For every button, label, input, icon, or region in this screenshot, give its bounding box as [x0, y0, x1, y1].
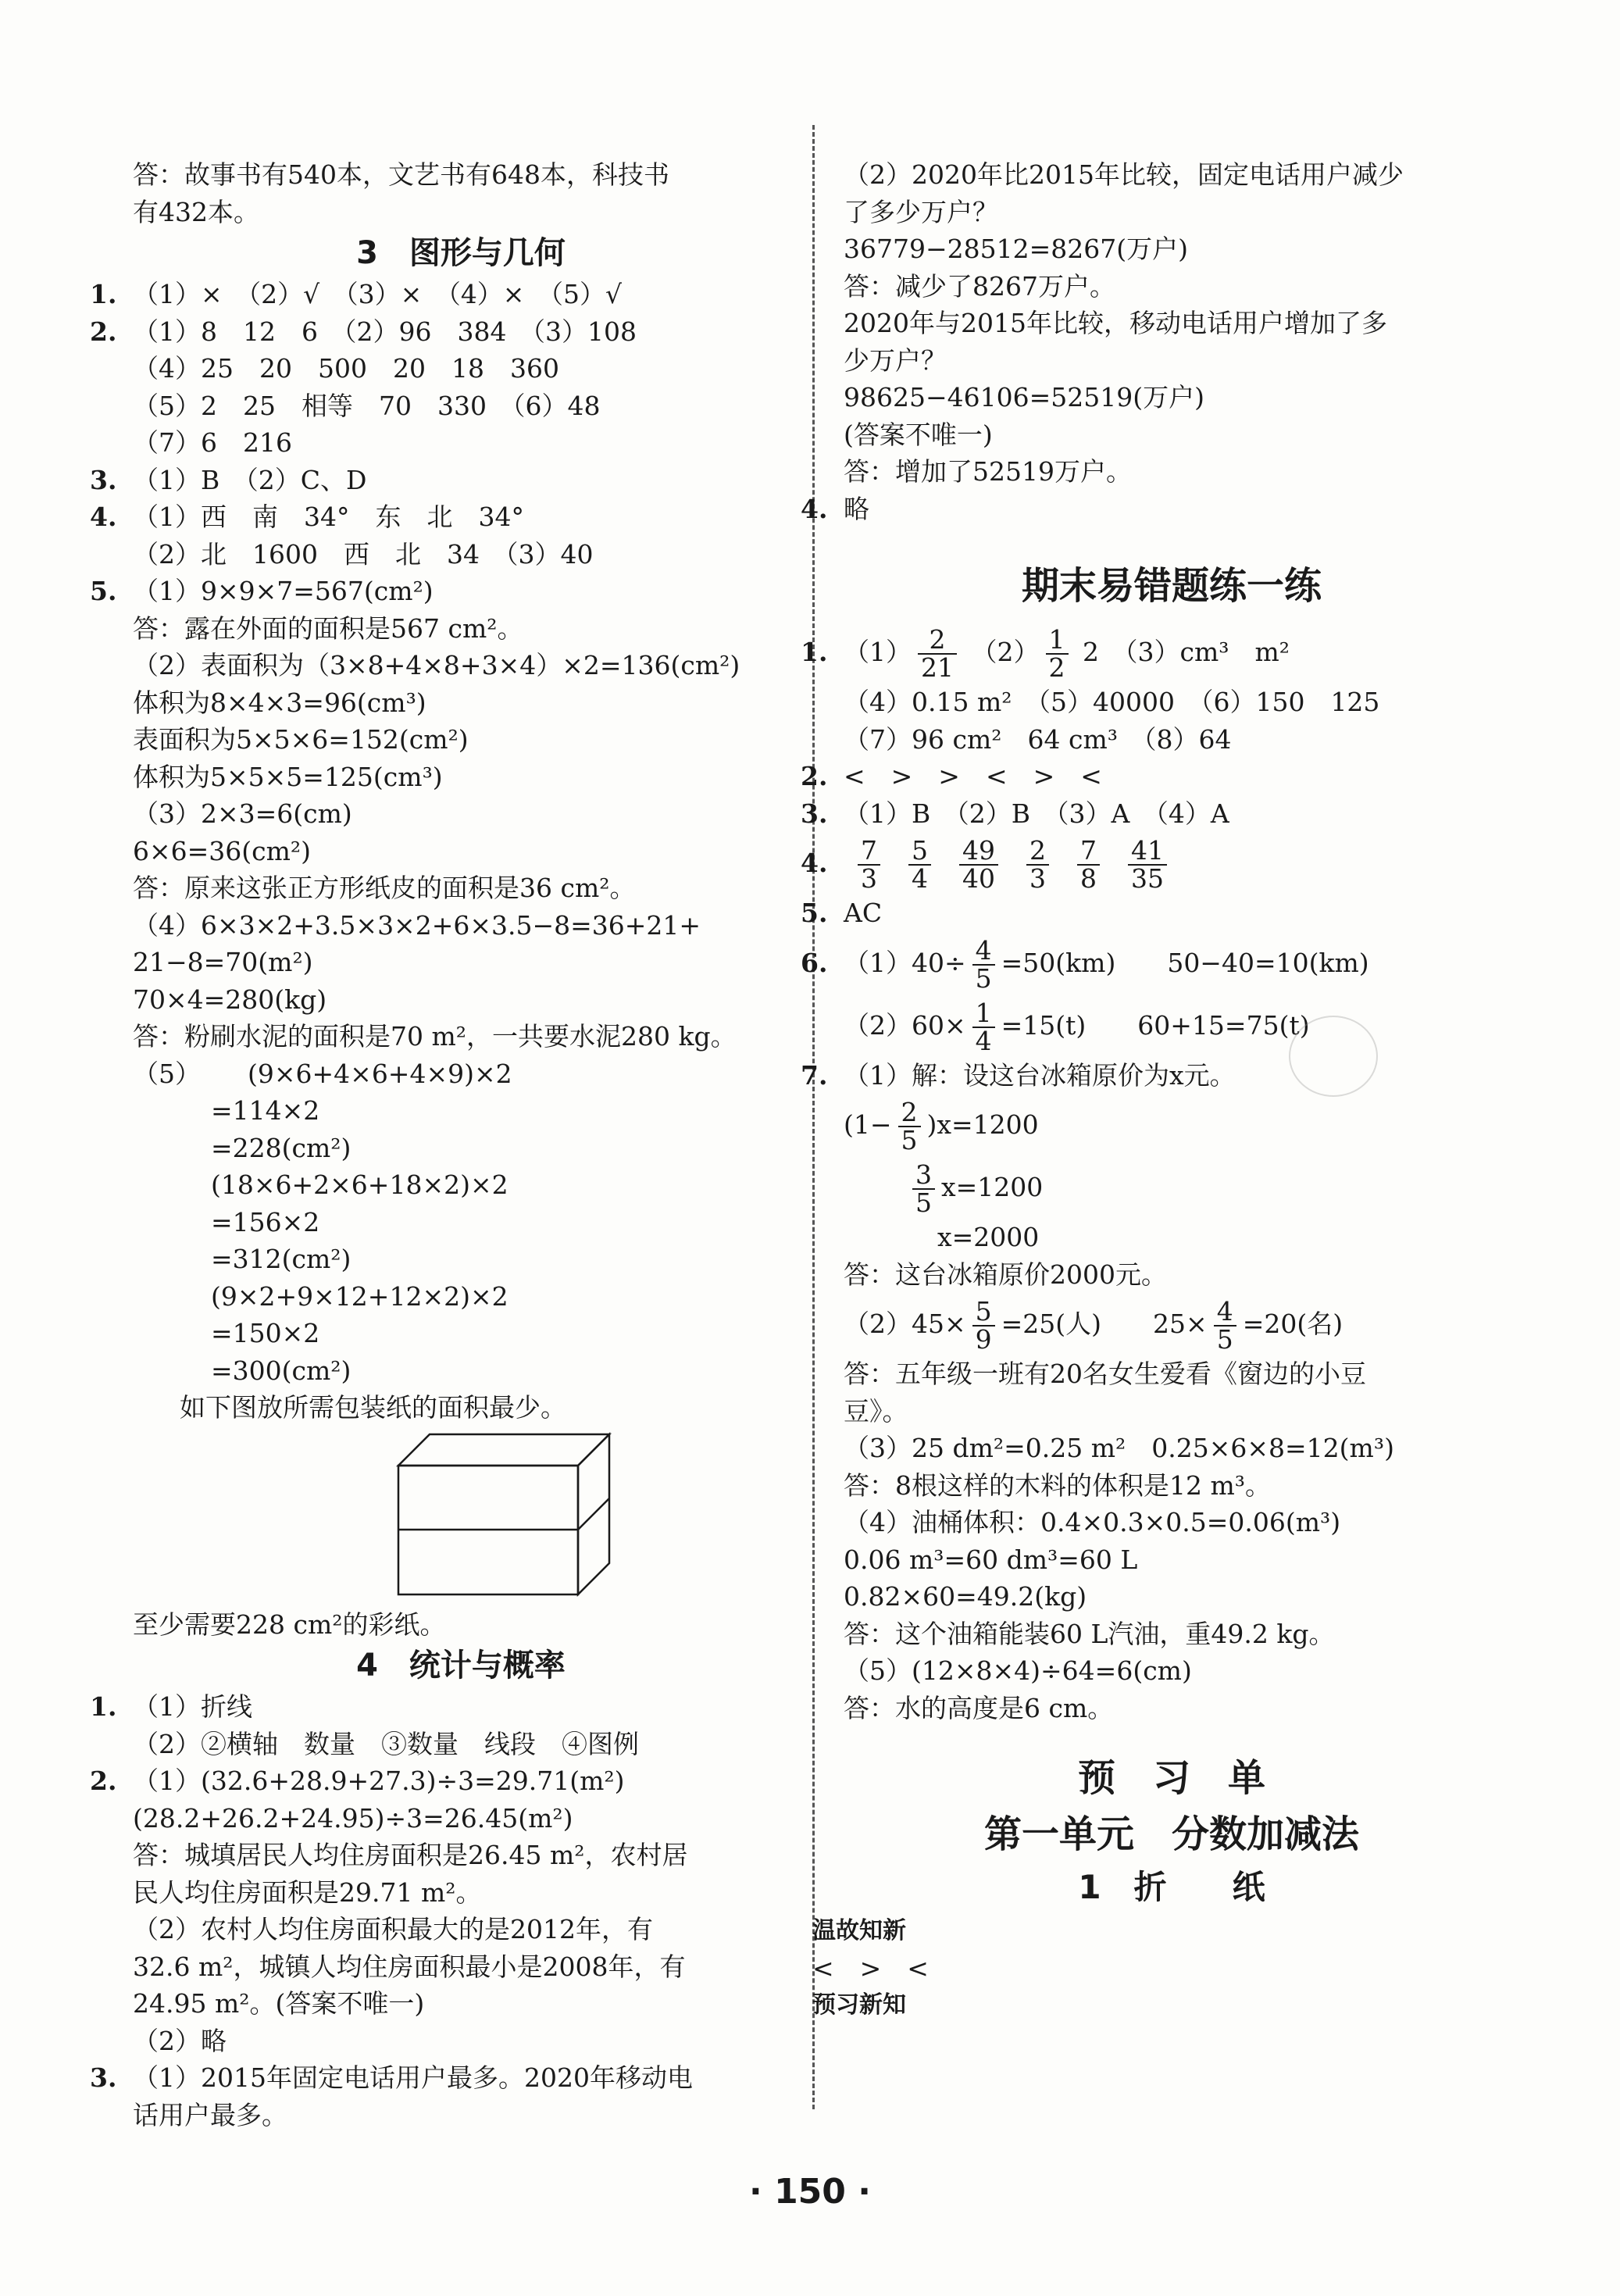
answer-text: < > > < > <	[844, 761, 1102, 791]
answer-text: (9×2+9×12+12×2)×2	[211, 1280, 508, 1312]
answer-text: (答案不唯一)	[844, 419, 993, 450]
answer-text: 答：8根这样的木料的体积是12 m³。	[844, 1469, 1271, 1501]
answer-text: =150×2	[211, 1318, 320, 1348]
answer-text: 21−8=70(m²)	[133, 947, 313, 977]
answer-text: 32.6 m²，城镇人均住房面积最小是2008年，有	[133, 1951, 686, 1982]
answer-text: =114×2	[211, 1095, 320, 1126]
question-number: 5.	[801, 898, 828, 928]
answer-text: （1）西 南 34° 东 北 34°	[133, 502, 524, 532]
answer-text: 体积为5×5×5=125(cm³)	[133, 761, 443, 792]
answer-text: 答：减少了8267万户。	[844, 270, 1115, 302]
fraction	[972, 934, 995, 994]
question-number: 5.	[90, 576, 117, 606]
question-number: 3.	[801, 798, 828, 829]
question-number: 3.	[90, 464, 117, 495]
denominator: 3	[1029, 863, 1046, 894]
preview-label: 预习新知	[812, 1991, 906, 2019]
fraction	[959, 837, 998, 892]
stacked-box-figure	[391, 1427, 789, 1606]
answer-text: 2 （3）cm³ m²	[1083, 637, 1290, 667]
numerator: 5	[908, 837, 931, 866]
answer-text: =156×2	[211, 1206, 320, 1237]
section-title-statistics: 4 统计与概率	[356, 1648, 566, 1684]
answer-text: （4）25 20 500 20 18 360	[133, 353, 559, 384]
answer-text: =20(名)	[1242, 1309, 1343, 1339]
answer-text: （1）2015年固定电话用户最多。2020年移动电	[133, 2062, 693, 2093]
answer-text: 答：城填居民人均住房面积是26.45 m²，农村居	[133, 1840, 688, 1870]
answer-text: 少万户？	[844, 345, 947, 376]
answer-text: 表面积为5×5×6=152(cm²)	[133, 724, 469, 755]
fraction	[1214, 1298, 1236, 1353]
denominator: 3	[861, 863, 877, 894]
fraction	[898, 1099, 921, 1154]
answer-text: （1）B （2）B （3）A （4）A	[844, 798, 1229, 829]
answer-text: x=1200	[941, 1172, 1044, 1202]
fraction	[972, 1298, 995, 1353]
fraction	[972, 997, 995, 1056]
answer-text: （7）96 cm² 64 cm³ （8）64	[844, 723, 1232, 755]
answer-text: （5）2 25 相等 70 330 （6）48	[133, 390, 601, 421]
numerator: 4	[972, 937, 995, 966]
numerator: 41	[1128, 837, 1167, 866]
section-title-final-review: 期末易错题练一练	[1021, 564, 1322, 608]
answer-text: (1−	[844, 1109, 892, 1140]
numerator: 4	[1214, 1298, 1236, 1327]
answer-text: （1）折线	[133, 1691, 252, 1722]
answer-text: （2）②横轴 数量 ③数量 线段 ④图例	[133, 1728, 639, 1759]
answer-text: 体积为8×4×3=96(cm³)	[133, 687, 426, 718]
answer-text: （2）45×	[844, 1309, 966, 1339]
question-number: 2.	[90, 316, 117, 347]
answer-text: 答：露在外面的面积是567 cm²。	[133, 612, 523, 644]
denominator: 2	[1048, 652, 1065, 683]
answer-text: （2）表面积为（3×8+4×8+3×4）×2=136(cm²)	[133, 650, 740, 680]
answer-text: （4）0.15 m² （5）40000 （6）150 125	[844, 687, 1380, 717]
answer-text: 2020年与2015年比较，移动电话用户增加了多	[844, 308, 1387, 338]
answer-text: 36779−28512=8267(万户)	[844, 234, 1188, 264]
answer-text: （1）(32.6+28.9+27.3)÷3=29.71(m²)	[133, 1766, 625, 1796]
answer-text: （1）9×9×7=567(cm²)	[133, 576, 434, 606]
review-label: 温故知新	[812, 1917, 906, 1944]
question-number: 2.	[90, 1766, 117, 1796]
denominator: 40	[962, 863, 995, 894]
answer-text: （5）(12×8×4)÷64=6(cm)	[844, 1655, 1192, 1686]
answer-text: （2）2020年比2015年比较，固定电话用户减少	[844, 159, 1404, 190]
answer-text: )x=1200	[926, 1109, 1039, 1140]
page-number: · 150 ·	[749, 2172, 871, 2212]
fraction	[908, 837, 931, 892]
answer-text: 答：这个油箱能装60 L汽油，重49.2 kg。	[844, 1618, 1335, 1649]
answer-text: 答：五年级一班有20名女生爱看《窗边的小豆	[844, 1359, 1366, 1389]
answer-text: 略	[844, 493, 869, 524]
fraction	[1077, 837, 1100, 892]
right-column	[801, 156, 1500, 2024]
numerator: 49	[959, 837, 998, 866]
answer-text: x=2000	[937, 1222, 1040, 1252]
answer-text: (9×6+4×6+4×9)×2	[248, 1058, 512, 1089]
question-number: 3.	[90, 2062, 117, 2093]
numerator: 2	[898, 1099, 921, 1127]
answer-text: AC	[844, 898, 883, 928]
fraction	[1026, 837, 1049, 892]
answer-text: （7）6 216	[133, 427, 292, 458]
preview-title: 预 习 单	[1077, 1756, 1265, 1800]
answer-text: 6×6=36(cm²)	[133, 835, 312, 866]
denominator: 21	[921, 652, 954, 683]
sub-label: （1）	[844, 637, 912, 667]
answer-text: 0.06 m³=60 dm³=60 L	[844, 1544, 1138, 1575]
fraction	[1128, 837, 1167, 892]
answer-text: （1）8 12 6 （2）96 384 （3）108	[133, 316, 637, 347]
answer-text: 了多少万户？	[844, 196, 998, 227]
answer-text: 话用户最多。	[133, 2099, 287, 2130]
answer-text: （3）25 dm²=0.25 m² 0.25×6×8=12(m³)	[844, 1433, 1394, 1463]
answer-text: =25(人) 25×	[1001, 1309, 1208, 1339]
answer-text: 答：原来这张正方形纸皮的面积是36 cm²。	[133, 873, 636, 903]
question-number: 7.	[801, 1059, 828, 1091]
lesson-title: 1 折 纸	[1078, 1868, 1265, 1906]
denominator: 5	[901, 1125, 918, 1155]
stamp-mark	[1289, 1016, 1378, 1097]
answer-text: =228(cm²)	[211, 1132, 351, 1163]
denominator: 35	[1131, 863, 1164, 894]
question-number: 2.	[801, 761, 828, 791]
sub-label: （2）	[971, 637, 1040, 667]
question-number: 6.	[801, 947, 828, 978]
answer-text: (18×6+2×6+18×2)×2	[211, 1169, 508, 1200]
answer-text: （1）40÷	[844, 947, 966, 978]
answer-text: =312(cm²)	[211, 1244, 351, 1274]
answer-text: 答：粉刷水泥的面积是70 m²，一共要水泥280 kg。	[133, 1021, 737, 1052]
numerator: 5	[972, 1298, 995, 1327]
section-title-geometry: 3 图形与几何	[356, 235, 566, 271]
denominator: 5	[1216, 1324, 1233, 1355]
answer-text: （2）北 1600 西 北 34 （3）40	[133, 538, 594, 570]
answer-text: （3）2×3=6(cm)	[133, 798, 352, 829]
fraction	[858, 837, 880, 892]
left-column	[90, 156, 789, 2134]
denominator: 8	[1080, 863, 1097, 894]
answer-text: （4）油桶体积：0.4×0.3×0.5=0.06(m³)	[844, 1507, 1341, 1537]
numerator: 1	[972, 1000, 995, 1028]
answer-text: 98625−46106=52519(万户)	[844, 382, 1204, 412]
answer-text: 答：水的高度是6 cm。	[844, 1692, 1114, 1723]
numerator: 1	[1046, 627, 1069, 655]
answer-text: （1）B （2）C、D	[133, 464, 367, 495]
question-number: 1.	[801, 637, 828, 667]
answer-text: 0.82×60=49.2(kg)	[844, 1581, 1087, 1612]
answer-text: 有432本。	[133, 196, 259, 227]
question-number: 1.	[90, 279, 117, 309]
denominator: 5	[915, 1187, 932, 1218]
numerator: 3	[912, 1162, 935, 1190]
answer-text: （2）略	[133, 2025, 227, 2056]
fraction-row	[801, 832, 1500, 894]
question-number: 1.	[90, 1691, 117, 1722]
question-number: 4.	[801, 493, 828, 524]
question-number: 4.	[801, 848, 828, 878]
question-number: 4.	[90, 502, 117, 532]
answer-text: （2）农村人均住房面积最大的是2012年，有	[133, 1914, 653, 1944]
fraction	[918, 624, 957, 683]
answer-text: 如下图放所需包装纸的面积最少。	[180, 1392, 566, 1423]
numerator: 7	[1077, 837, 1100, 866]
denominator: 5	[975, 962, 992, 994]
answer-text: 70×4=280(kg)	[133, 984, 327, 1015]
numerator: 2	[1026, 837, 1049, 866]
answer-text: （4）6×3×2+3.5×3×2+6×3.5−8=36+21+	[133, 909, 701, 941]
denominator: 4	[912, 863, 928, 894]
denominator: 9	[975, 1324, 992, 1355]
numerator: 7	[858, 837, 880, 866]
answer-text: （1）× （2）√ （3）× （4）× （5）√	[133, 279, 622, 309]
answer-text: （1）解：设这台冰箱原价为x元。	[844, 1059, 1236, 1091]
column-divider	[812, 125, 815, 2109]
answer-text: 24.95 m²。(答案不唯一)	[133, 1988, 425, 2019]
answer-text: 至少需要228 cm²的彩纸。	[133, 1609, 446, 1640]
answer-text: =300(cm²)	[211, 1355, 351, 1386]
unit-title: 第一单元 分数加减法	[983, 1812, 1359, 1856]
answer-text: 豆》。	[844, 1395, 908, 1427]
answer-text: < > <	[812, 1952, 929, 1984]
box-diagram	[391, 1427, 625, 1606]
fraction	[912, 1159, 935, 1218]
sub-label: （5）	[133, 1058, 201, 1089]
answer-text: 答：这台冰箱原价2000元。	[844, 1259, 1167, 1290]
numerator: 2	[918, 627, 957, 655]
answer-text: 民人均住房面积是29.71 m²。	[133, 1876, 482, 1908]
answer-text: =50(km) 50−40=10(km)	[1001, 947, 1369, 978]
answer-text: 答：故事书有540本，文艺书有648本，科技书	[133, 159, 669, 190]
answer-text: (28.2+26.2+24.95)÷3=26.45(m²)	[133, 1802, 573, 1834]
answer-text: （2）60×	[844, 1009, 966, 1041]
denominator: 4	[975, 1025, 992, 1056]
answer-text: =15(t) 60+15=75(t)	[1001, 1009, 1310, 1041]
answer-text: 答：增加了52519万户。	[844, 456, 1132, 487]
fraction	[1046, 624, 1069, 683]
